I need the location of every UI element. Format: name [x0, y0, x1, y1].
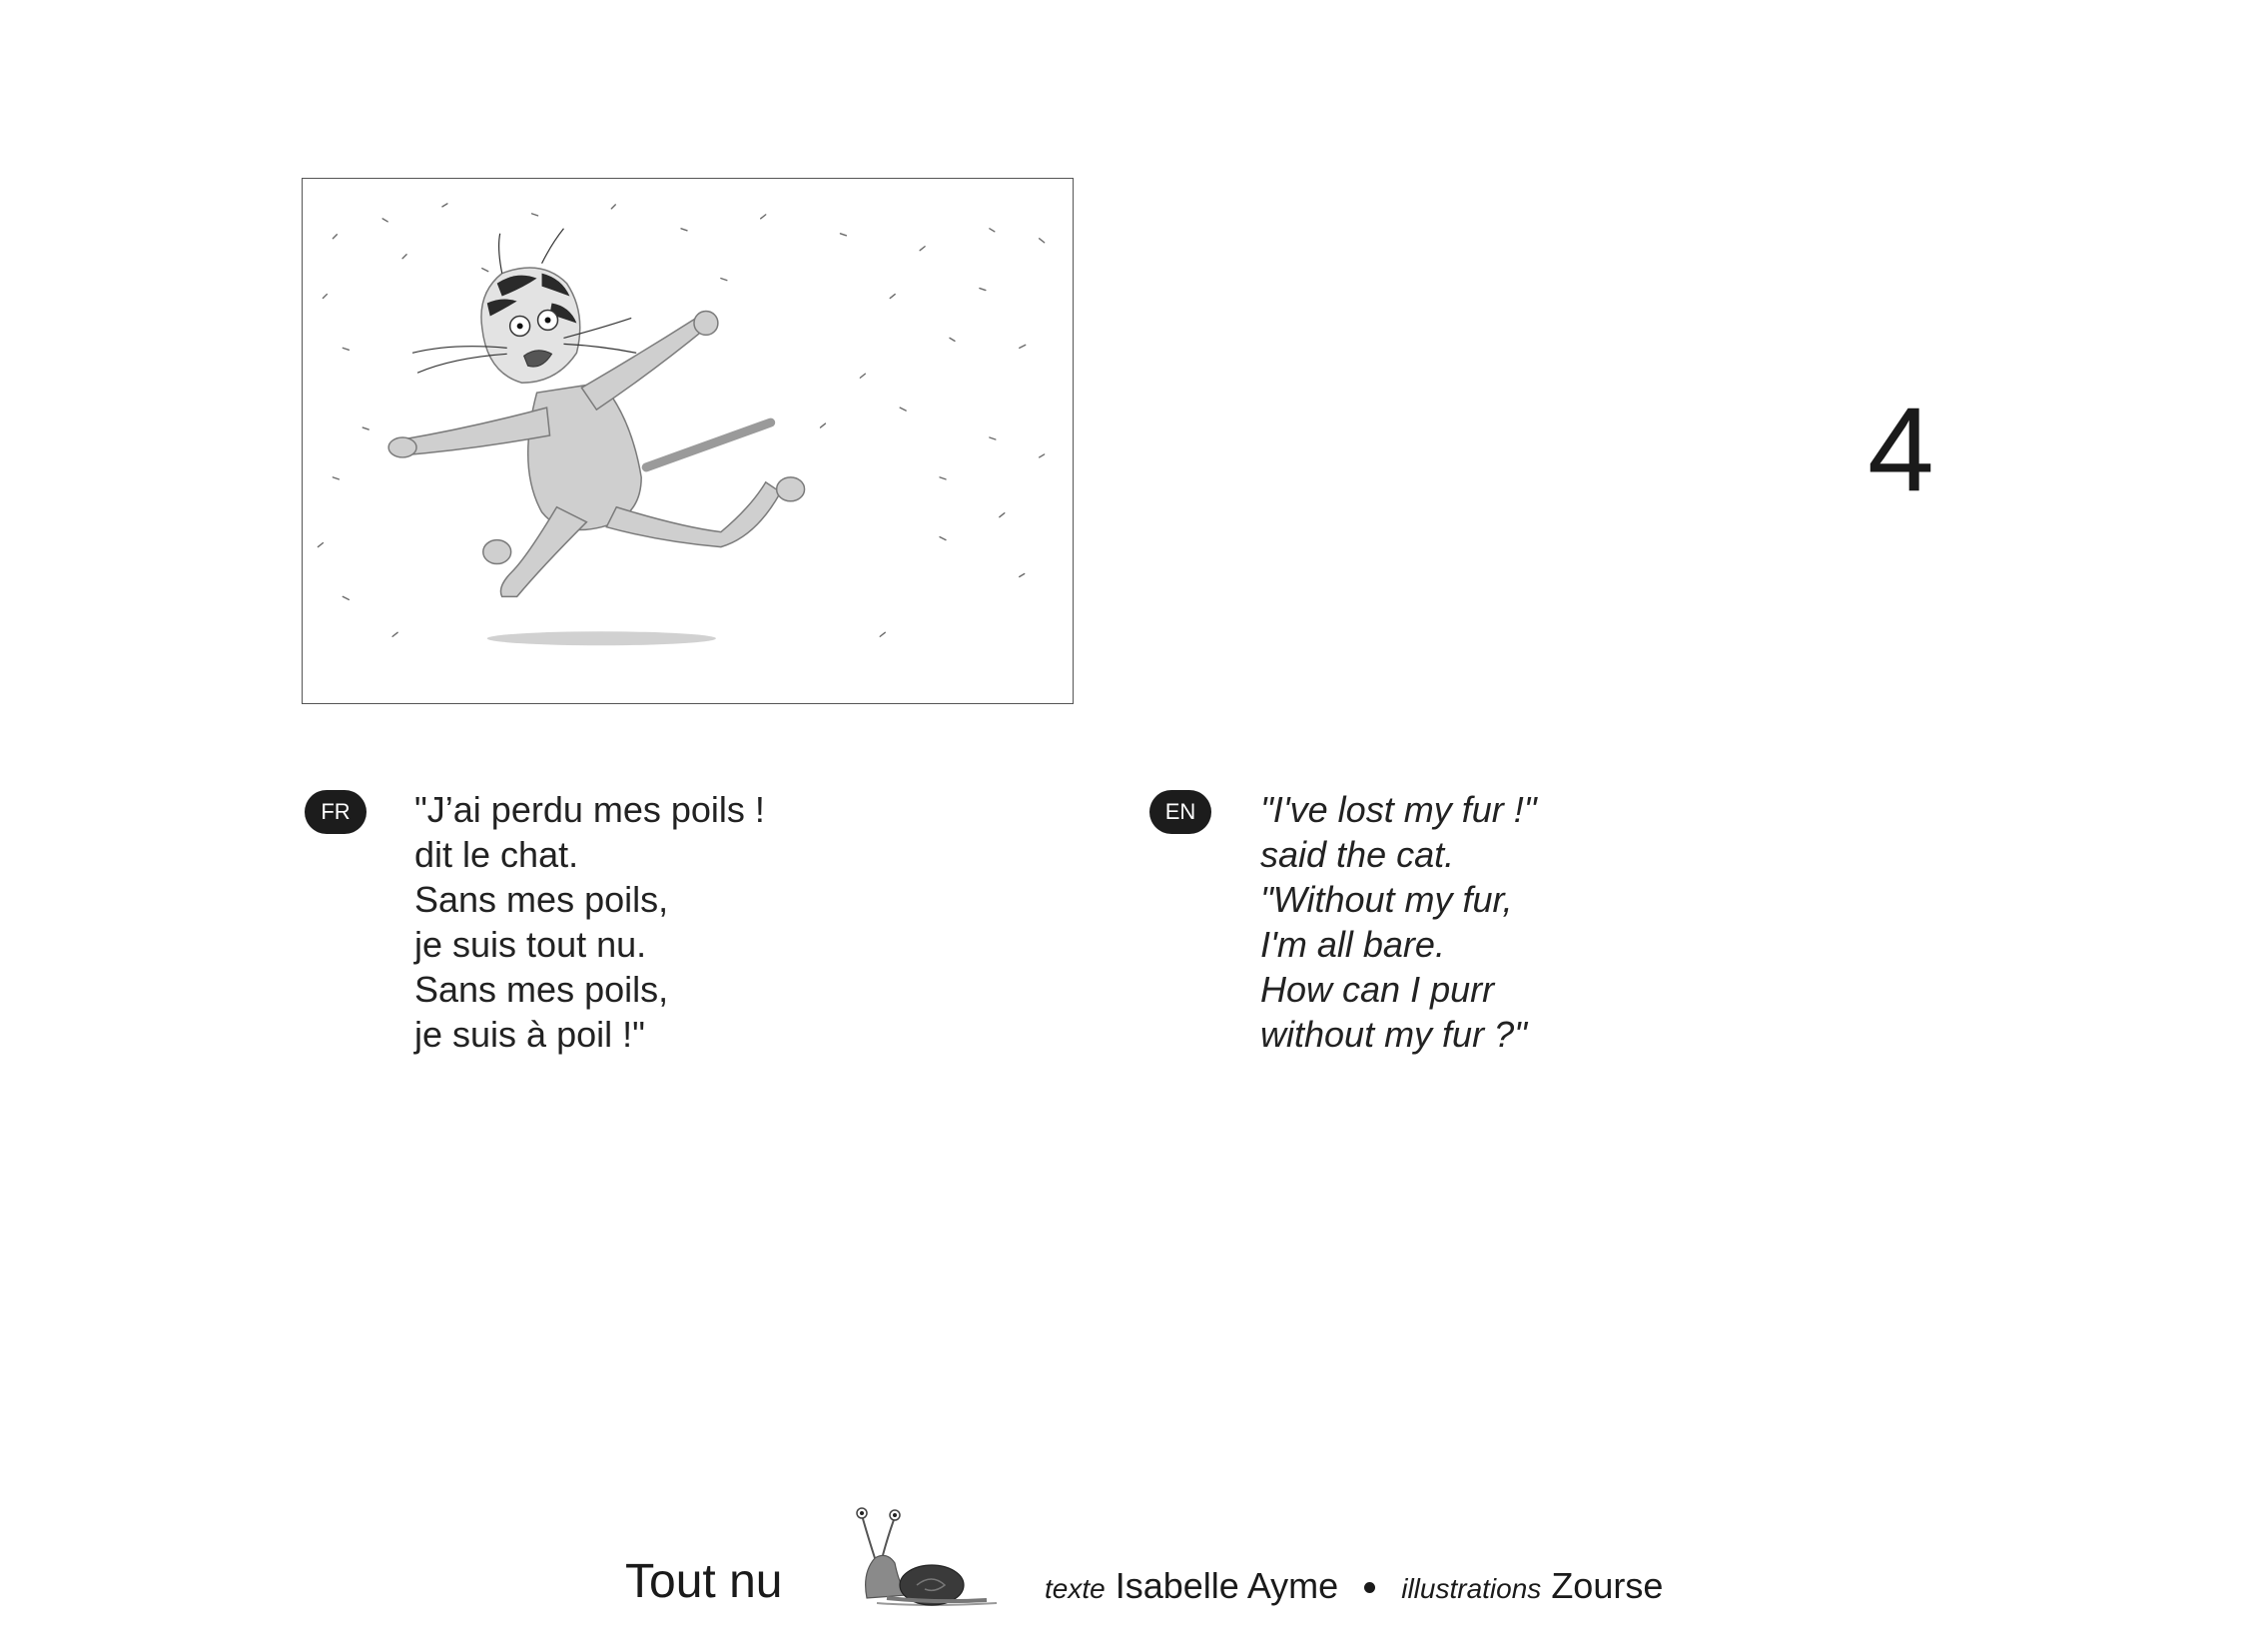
cat-drawing: [303, 179, 1073, 703]
english-line: "Without my fur,: [1260, 879, 1513, 920]
english-line: without my fur ?": [1260, 1014, 1527, 1055]
french-line: Sans mes poils,: [414, 969, 669, 1010]
separator-dot: [1364, 1582, 1375, 1593]
french-line: "J’ai perdu mes poils !: [414, 789, 765, 830]
fur-strokes: [318, 204, 1044, 636]
english-language-badge: EN: [1149, 790, 1211, 834]
cat-illustration: [302, 178, 1074, 704]
book-title: Tout nu: [625, 1555, 783, 1608]
french-line: je suis à poil !": [414, 1014, 645, 1055]
page-number: 4: [1868, 383, 1934, 516]
cat-body-group: [388, 268, 804, 596]
english-line: said the cat.: [1260, 834, 1455, 875]
english-line: "I've lost my fur !": [1260, 789, 1537, 830]
credits: [1045, 1565, 1664, 1606]
french-line: je suis tout nu.: [414, 924, 647, 965]
author-name: Isabelle Ayme: [1115, 1565, 1339, 1606]
french-line: Sans mes poils,: [414, 879, 669, 920]
english-line: How can I purr: [1260, 969, 1495, 1010]
french-line: dit le chat.: [414, 834, 579, 875]
french-language-badge: FR: [305, 790, 367, 834]
english-line: I'm all bare.: [1260, 924, 1445, 965]
illustrator-name: Zourse: [1551, 1565, 1664, 1606]
snail-icon: [847, 1503, 1007, 1613]
cat-shadow: [487, 631, 716, 645]
french-verse: [414, 787, 765, 1057]
english-verse: [1260, 787, 1537, 1057]
illustrations-role-label: illustrations: [1401, 1573, 1542, 1604]
text-role-label: texte: [1045, 1573, 1106, 1604]
